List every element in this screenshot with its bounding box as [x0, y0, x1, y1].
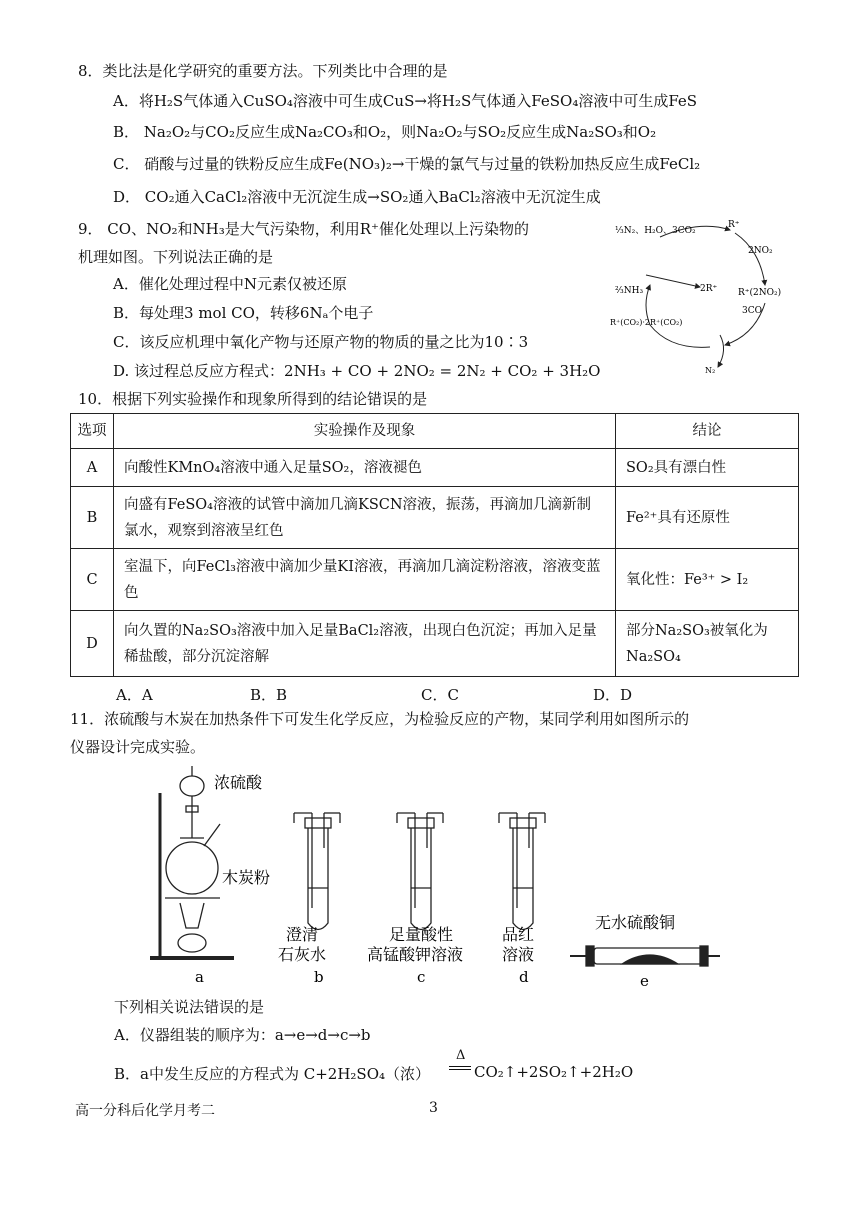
- q10-answer-d: D．D: [593, 686, 633, 704]
- apparatus-e: [570, 946, 720, 966]
- label-b1: 澄清: [286, 925, 319, 944]
- q11-option-a: A．仪器组装的顺序为：a→e→d→c→b: [114, 1026, 371, 1044]
- label-d: d: [519, 968, 529, 986]
- q10-answer-a: A．A: [116, 686, 153, 704]
- q11-stem-line1: 11．浓硫酸与木炭在加热条件下可发生化学反应，为检验反应的产物，某同学利用如图所示的: [70, 710, 690, 728]
- q9-stem-line2: 机理如图。下列说法正确的是: [78, 248, 274, 266]
- header-operation: 实验操作及现象: [114, 414, 616, 449]
- label-d1: 品红: [502, 925, 535, 944]
- apparatus-b: [294, 813, 340, 930]
- header-option: 选项: [71, 414, 114, 449]
- q10-table: [70, 413, 799, 677]
- footer-page-number: 3: [429, 1100, 438, 1116]
- label-d2: 溶液: [502, 945, 535, 964]
- diagram-r-plus: R⁺: [728, 220, 740, 230]
- diagram-two-r: 2R⁺: [700, 284, 718, 294]
- footer-exam-title: 高一分科后化学月考二: [75, 1103, 215, 1119]
- label-b2: 石灰水: [278, 945, 327, 964]
- header-conclusion: 结论: [616, 414, 799, 449]
- label-b: b: [314, 968, 324, 986]
- q10-answer-c: C．C: [421, 686, 459, 704]
- q11-apparatus-diagram: [140, 758, 720, 993]
- label-acid: 浓硫酸: [214, 773, 263, 792]
- row-option: C: [71, 549, 114, 611]
- diagram-n2: N₂: [705, 366, 716, 375]
- row-conclusion: 部分Na₂SO₃被氧化为Na₂SO₄: [616, 611, 799, 677]
- q8-option-d: D． CO₂通入CaCl₂溶液中无沉淀生成→SO₂通入BaCl₂溶液中无沉淀生成: [113, 188, 601, 206]
- q8-option-b: B． Na₂O₂与CO₂反应生成Na₂CO₃和O₂，则Na₂O₂与SO₂反应生成Na₂SO₃和O₂: [113, 123, 657, 141]
- diagram-nh3: ⅔NH₃: [615, 286, 644, 296]
- diagram-three-co: 3CO: [742, 306, 762, 316]
- q11-sub-stem: 下列相关说法错误的是: [114, 998, 265, 1016]
- q11-option-b-products: CO₂↑+2SO₂↑+2H₂O: [474, 1063, 634, 1081]
- table-row: [71, 611, 799, 677]
- table-row: [71, 549, 799, 611]
- table-header-row: [71, 414, 799, 449]
- label-c1: 足量酸性: [389, 925, 454, 944]
- q8-option-a: A．将H₂S气体通入CuSO₄溶液中可生成CuS→将H₂S气体通入FeSO₄溶液中可生成FeS: [113, 92, 698, 110]
- label-a: a: [195, 968, 204, 986]
- q11-reaction-condition: Δ: [456, 1048, 466, 1063]
- q9-option-b: B．每处理3 mol CO，转移6Nₐ个电子: [113, 304, 374, 322]
- q8-option-c: C． 硝酸与过量的铁粉反应生成Fe(NO₃)₂→干燥的氯气与过量的铁粉加热反应生成FeCl₂: [113, 155, 701, 173]
- diagram-r-no2: R⁺(2NO₂): [738, 288, 782, 298]
- label-charcoal: 木炭粉: [222, 868, 271, 887]
- label-c2: 高锰酸钾溶液: [367, 945, 464, 964]
- apparatus-c: [397, 813, 443, 930]
- row-conclusion: SO₂具有漂白性: [616, 449, 799, 487]
- row-conclusion: Fe²⁺具有还原性: [616, 487, 799, 549]
- q11-reaction-arrow: [449, 1066, 471, 1070]
- row-operation: 向盛有FeSO₄溶液的试管中滴加几滴KSCN溶液，振荡，再滴加几滴新制氯水，观察到溶液呈红色: [114, 487, 616, 549]
- q8-stem: 8．类比法是化学研究的重要方法。下列类比中合理的是: [78, 62, 448, 80]
- apparatus-a: [150, 766, 234, 958]
- q10-stem: 10．根据下列实验操作和现象所得到的结论错误的是: [78, 390, 428, 408]
- row-option: B: [71, 487, 114, 549]
- label-e1: 无水硫酸铜: [595, 913, 676, 932]
- diagram-top-left: ⅓N₂、H₂O、3CO₂: [615, 226, 696, 236]
- row-operation: 室温下，向FeCl₃溶液中滴加少量KI溶液，再滴加几滴淀粉溶液，溶液变蓝色: [114, 549, 616, 611]
- label-e: e: [640, 972, 649, 990]
- diagram-no2: 2NO₂: [748, 246, 773, 256]
- q9-option-c: C．该反应机理中氧化产物与还原产物的物质的量之比为10∶3: [113, 333, 529, 351]
- label-c: c: [417, 968, 426, 986]
- row-option: A: [71, 449, 114, 487]
- q9-stem-line1: 9． CO、NO₂和NH₃是大气污染物，利用R⁺催化处理以上污染物的: [78, 220, 529, 238]
- row-operation: 向酸性KMnO₄溶液中通入足量SO₂，溶液褪色: [114, 449, 616, 487]
- table-row: [71, 449, 799, 487]
- row-option: D: [71, 611, 114, 677]
- q10-answer-b: B．B: [250, 686, 288, 704]
- q11-stem-line2: 仪器设计完成实验。: [70, 738, 206, 756]
- apparatus-d: [499, 813, 545, 930]
- row-operation: 向久置的Na₂SO₃溶液中加入足量BaCl₂溶液，出现白色沉淀；再加入足量稀盐酸，部分沉淀溶解: [114, 611, 616, 677]
- q9-option-a: A．催化处理过程中N元素仅被还原: [113, 275, 347, 293]
- q9-mechanism-diagram: [610, 215, 790, 375]
- table-row: [71, 487, 799, 549]
- q9-option-d: D. 该过程总反应方程式：2NH₃ + CO + 2NO₂ = 2N₂ + CO₂ + 3H₂O: [113, 362, 601, 380]
- q11-option-b: B．a中发生反应的方程式为 C+2H₂SO₄（浓）: [114, 1065, 431, 1083]
- diagram-complex: R⁺(CO₂)·2R⁺(CO₂): [610, 318, 683, 327]
- row-conclusion: 氧化性：Fe³⁺ > I₂: [616, 549, 799, 611]
